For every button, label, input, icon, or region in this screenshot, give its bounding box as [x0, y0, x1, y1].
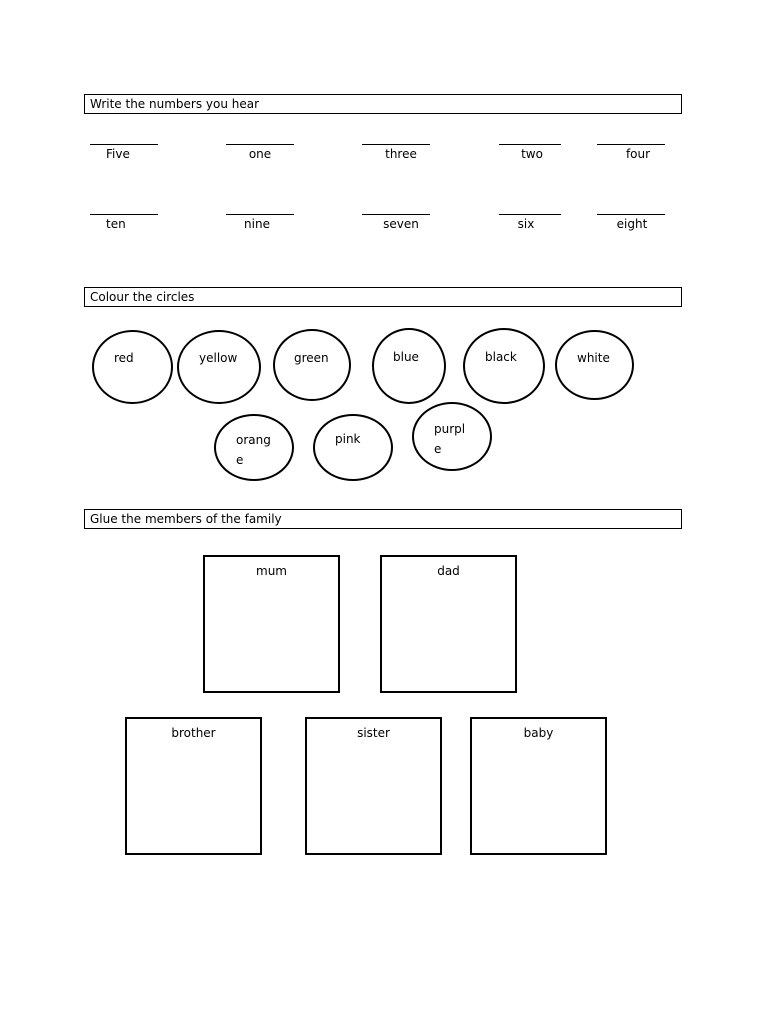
answer-blank-line[interactable]: [90, 204, 158, 215]
answer-blank-line[interactable]: [226, 134, 294, 145]
circle-label: black: [485, 350, 517, 364]
number-item-two: [490, 134, 570, 162]
family-section-header: Glue the members of the family: [84, 509, 682, 529]
number-word: one: [248, 147, 272, 161]
box-label: baby: [523, 726, 554, 740]
number-word: eight: [616, 217, 648, 231]
box-label: brother: [171, 726, 216, 740]
family-box-mum[interactable]: [203, 555, 340, 693]
number-item-nine: [220, 204, 300, 232]
circle-label: purpl e: [434, 422, 466, 456]
number-item-three: [356, 134, 436, 162]
answer-blank-line[interactable]: [597, 204, 665, 215]
colour-circle-green[interactable]: [273, 329, 351, 401]
number-item-six: [490, 204, 570, 232]
answer-blank-line[interactable]: [362, 204, 430, 215]
circle-label: blue: [393, 350, 419, 364]
circle-label: white: [577, 351, 610, 365]
colour-circle-white[interactable]: [555, 330, 634, 400]
number-word: ten: [106, 217, 126, 231]
answer-blank-line[interactable]: [499, 204, 561, 215]
number-item-five: [84, 134, 164, 162]
answer-blank-line[interactable]: [226, 204, 294, 215]
circle-label: green: [294, 351, 329, 365]
number-word: four: [625, 147, 651, 161]
colours-section-header: Colour the circles: [84, 287, 682, 307]
number-item-eight: [591, 204, 671, 232]
number-word: nine: [244, 217, 270, 231]
number-word: two: [521, 147, 543, 161]
colour-circle-black[interactable]: [463, 328, 545, 404]
family-box-dad[interactable]: [380, 555, 517, 693]
number-word: Five: [106, 147, 130, 161]
circle-label: yellow: [199, 351, 238, 365]
answer-blank-line[interactable]: [597, 134, 665, 145]
colour-circle-orange[interactable]: [214, 414, 294, 481]
colour-circle-blue[interactable]: [372, 328, 446, 404]
colour-circle-red[interactable]: [92, 330, 173, 404]
family-box-sister[interactable]: [305, 717, 442, 855]
answer-blank-line[interactable]: [362, 134, 430, 145]
colour-circle-yellow[interactable]: [177, 330, 261, 404]
circle-label: red: [114, 351, 134, 365]
number-item-seven: [356, 204, 436, 232]
circle-label: orang e: [236, 433, 271, 467]
numbers-section-header: Write the numbers you hear: [84, 94, 682, 114]
number-item-four: [591, 134, 671, 162]
answer-blank-line[interactable]: [499, 134, 561, 145]
number-word: seven: [383, 217, 419, 231]
box-label: dad: [437, 564, 460, 578]
number-word: three: [385, 147, 417, 161]
colour-circle-purple[interactable]: [412, 402, 492, 471]
box-label: sister: [357, 726, 390, 740]
box-label: mum: [256, 564, 287, 578]
number-word: six: [517, 217, 535, 231]
answer-blank-line[interactable]: [90, 134, 158, 145]
number-item-ten: [84, 204, 164, 232]
number-item-one: [220, 134, 300, 162]
family-box-baby[interactable]: [470, 717, 607, 855]
family-box-brother[interactable]: [125, 717, 262, 855]
colour-circle-pink[interactable]: [313, 414, 393, 481]
circle-label: pink: [335, 432, 361, 446]
